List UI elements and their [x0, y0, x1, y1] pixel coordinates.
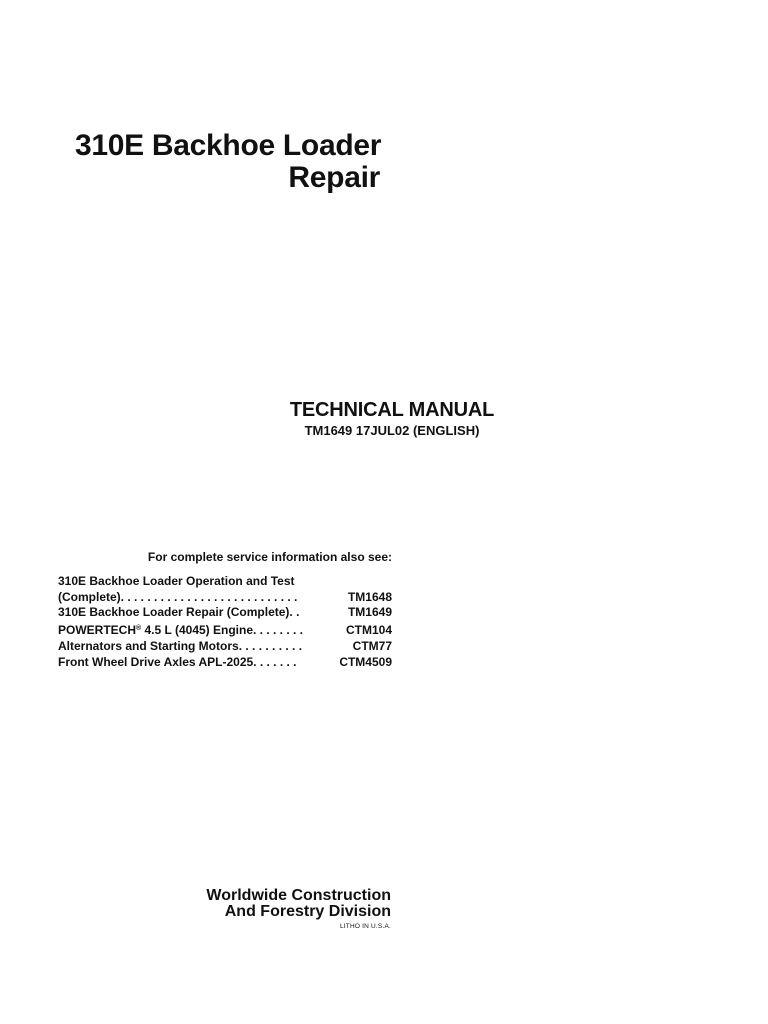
- reference-leader-dots: . . . . . . .: [253, 654, 297, 669]
- division-line-2: And Forestry Division: [224, 903, 391, 920]
- reference-row: [58, 621, 392, 639]
- title-line-2: Repair: [288, 161, 380, 194]
- reference-label: (Complete): [58, 589, 121, 604]
- reference-label: Alternators and Starting Motors: [58, 638, 239, 653]
- reference-label: 310E Backhoe Loader Repair (Complete): [58, 605, 290, 620]
- division-line-1: Worldwide Construction: [206, 887, 391, 904]
- litho-note: LITHO IN U.S.A.: [339, 923, 391, 930]
- reference-row: [58, 655, 392, 671]
- reference-code: CTM77: [352, 638, 392, 653]
- reference-label-rest: 4.5 L (4045) Engine: [141, 623, 253, 638]
- reference-code: TM1649: [347, 605, 392, 620]
- reference-row: [58, 639, 392, 655]
- reference-code: CTM104: [345, 623, 392, 638]
- reference-list: [58, 550, 392, 671]
- reference-code: CTM4509: [339, 654, 392, 669]
- manual-identifier: [284, 398, 500, 440]
- reference-row: [58, 605, 392, 621]
- reference-label-brand: POWERTECH: [58, 623, 136, 638]
- reference-row: [58, 574, 392, 590]
- reference-intro: For complete service information also see:: [147, 550, 392, 564]
- reference-label: [58, 621, 253, 639]
- document-title: [70, 130, 392, 194]
- reference-leader-dots: . . . . . . . .: [253, 623, 304, 638]
- reference-label: Front Wheel Drive Axles APL-2025: [58, 654, 254, 669]
- title-line-1: 310E Backhoe Loader: [75, 129, 382, 162]
- reference-leader-dots: . .: [289, 605, 300, 620]
- division-footer: [150, 888, 391, 932]
- reference-leader-dots: . . . . . . . . . . . . . . . . . . . . . . . . . . .: [120, 589, 298, 604]
- registered-mark: ®: [136, 625, 142, 633]
- reference-label: 310E Backhoe Loader Operation and Test: [58, 573, 295, 588]
- reference-code: TM1648: [347, 589, 392, 604]
- reference-leader-dots: . . . . . . . . . .: [238, 638, 303, 653]
- manual-heading: TECHNICAL MANUAL: [289, 399, 495, 421]
- manual-code-line: TM1649 17JUL02 (ENGLISH): [304, 423, 480, 438]
- reference-row: [58, 590, 392, 606]
